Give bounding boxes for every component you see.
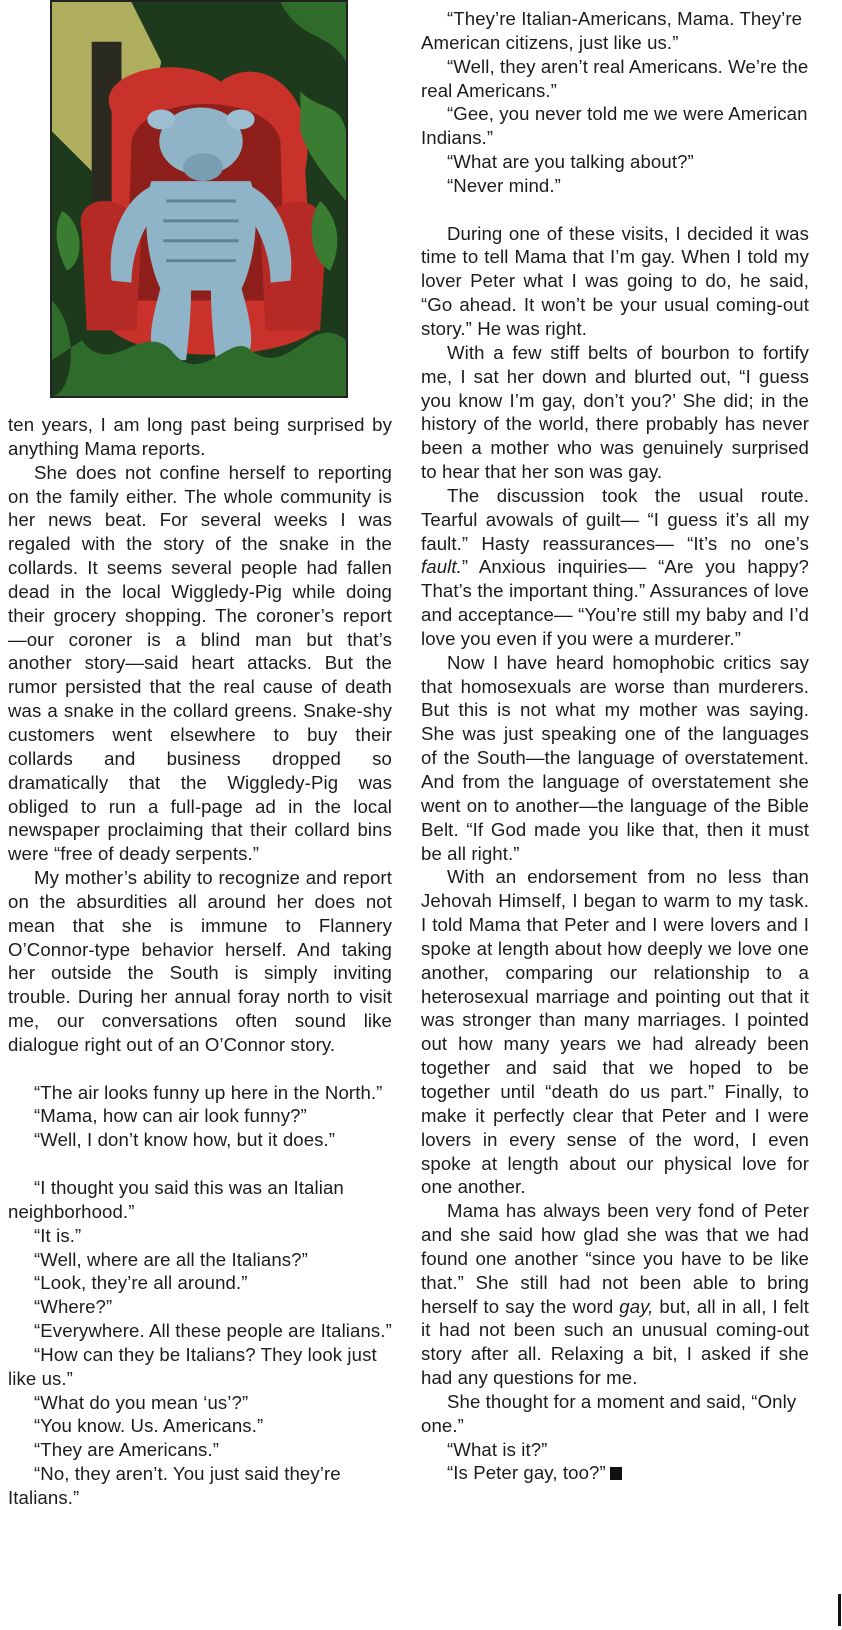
section-gap: [8, 1152, 392, 1176]
paragraph: During one of these visits, I decided it was time to tell Mama that I’m gay. When I told my lover Peter what I was going to do, he said, “Go ahead. It won’t be your usual coming-out story.” He was right.: [421, 222, 809, 339]
dialogue-line: “Well, I don’t know how, but it does.”: [34, 1129, 336, 1151]
dialogue-line: “No, they aren’t. You just said they’re Italians.”: [8, 1463, 341, 1508]
text-run: but, all in all, I felt it had not been such an unusual coming-out story after all. Relaxing a bit, I asked if she had any questions for me.: [421, 1295, 809, 1389]
dialogue-line: “The air looks funny up here in the North.”: [34, 1081, 383, 1103]
dialogue-line: “What are you talking about?”: [447, 151, 694, 173]
illustration: [50, 0, 348, 398]
page-edge-mark: [838, 1594, 841, 1626]
dialogue-line: “Everywhere. All these people are Italians.”: [34, 1320, 392, 1342]
left-column: [8, 413, 392, 1510]
dialogue-line: “Well, they aren’t real Americans. We’re the real Americans.”: [421, 55, 809, 101]
dialogue-line: “Look, they’re all around.”: [34, 1272, 248, 1294]
dialogue-line: “Gee, you never told me we were American Indians.”: [421, 103, 808, 149]
emphasis-text: fault.: [421, 556, 462, 578]
section-gap: [8, 1057, 392, 1081]
dialogue-line: “What do you mean ‘us’?”: [34, 1391, 249, 1413]
text-run: “Is Peter gay, too?”: [447, 1462, 606, 1484]
armchair-creature-illustration-icon: [52, 2, 346, 396]
dialogue-line: “I thought you said this was an Italian neighborhood.”: [8, 1177, 344, 1222]
dialogue-line: “What is it?”: [447, 1438, 548, 1460]
dialogue-line: “Mama, how can air look funny?”: [34, 1105, 307, 1127]
dialogue-line: “Well, where are all the Italians?”: [34, 1248, 308, 1270]
dialogue-line: [421, 1461, 809, 1485]
paragraph: She thought for a moment and said, “Only one.”: [421, 1390, 797, 1436]
paragraph: My mother’s ability to recognize and report on the absurdities all around her does not mean that she is immune to Flannery O’Connor-type behavior herself. And taking her outside the South is simply inviting trouble. During her annual foray north to visit me, our conversations often sound like dialogue right out of an O’Connor story.: [8, 867, 392, 1055]
dialogue-line: “Never mind.”: [447, 174, 561, 196]
text-run: ” Anxious inquiries— “Are you happy? That’s the important thing.” Assurances of love and acceptance— “You’re still my baby and I’d love you even if you were a murderer.”: [421, 556, 809, 649]
paragraph: ten years, I am long past being surprised by anything Mama reports.: [8, 414, 392, 459]
paragraph: [421, 484, 809, 651]
section-gap: [421, 198, 809, 222]
dialogue-line: “It is.”: [34, 1224, 82, 1246]
paragraph: With a few stiff belts of bourbon to fortify me, I sat her down and blurted out, “I guess you know I’m gay, don’t you?’ She did; in the history of the world, there probably has never been a mother who was genuinely surprised to hear that her son was gay.: [421, 341, 809, 483]
right-column: [421, 7, 809, 1485]
dialogue-line: “How can they be Italians? They look just like us.”: [8, 1343, 377, 1389]
paragraph: She does not confine herself to reporting on the family either. The whole community is her news beat. For several weeks I was regaled with the story of the snake in the collards. It seems several people had fallen dead in the local Wiggledy-Pig while doing their grocery shopping. The coroner’s report—our coroner is a blind man but that’s another story—said heart attacks. But the rumor persisted that the real cause of death was a snake in the collard greens. Snake-shy customers went elsewhere to buy their collards and business dropped so dramatically that the Wiggledy-Pig was obliged to run a full-page ad in the local newspaper proclaiming that their collard bins were “free of deady serpents.”: [8, 461, 392, 865]
paragraph: Now I have heard homophobic critics say that homosexuals are worse than murderers. But this is not what my mother was saying. She was just speaking one of the languages of the South—the language of overstatement. And from the language of overstatement she went on to another—the language of the Bible Belt. “If God made you like that, then it must be all right.”: [421, 651, 809, 864]
paragraph: [421, 1199, 809, 1390]
dialogue-line: “They are Americans.”: [34, 1439, 219, 1461]
dialogue-line: “They’re Italian-Americans, Mama. They’re American citizens, just like us.”: [421, 8, 803, 53]
text-run: The discussion took the usual route. Tearful avowals of guilt— “I guess it’s all my fault.” Hasty reassurances— “It’s no one’s: [421, 484, 809, 554]
text-run: Mama has always been very fond of Peter and she said how glad she was that we had found one another “since you have to be like that.” She still had not been able to bring herself to say the word: [421, 1200, 809, 1317]
paragraph: With an endorsement from no less than Jehovah Himself, I began to warm to my task. I told Mama that Peter and I were lovers and I spoke at length about how deeply we love one another, comparing our relationship to a heterosexual marriage and pointing out that it was stronger than many marriages. I pointed out how many years we had already been together and said that we hoped to be together until “death do us part.” Finally, to make it perfectly clear that Peter and I were lovers in every sense of the word, I even spoke at length about our physical love for one another.: [421, 866, 809, 1198]
emphasis-text: gay,: [619, 1295, 654, 1317]
dialogue-line: “Where?”: [34, 1296, 113, 1318]
dialogue-line: “You know. Us. Americans.”: [34, 1415, 264, 1437]
end-mark-icon: [610, 1467, 622, 1480]
